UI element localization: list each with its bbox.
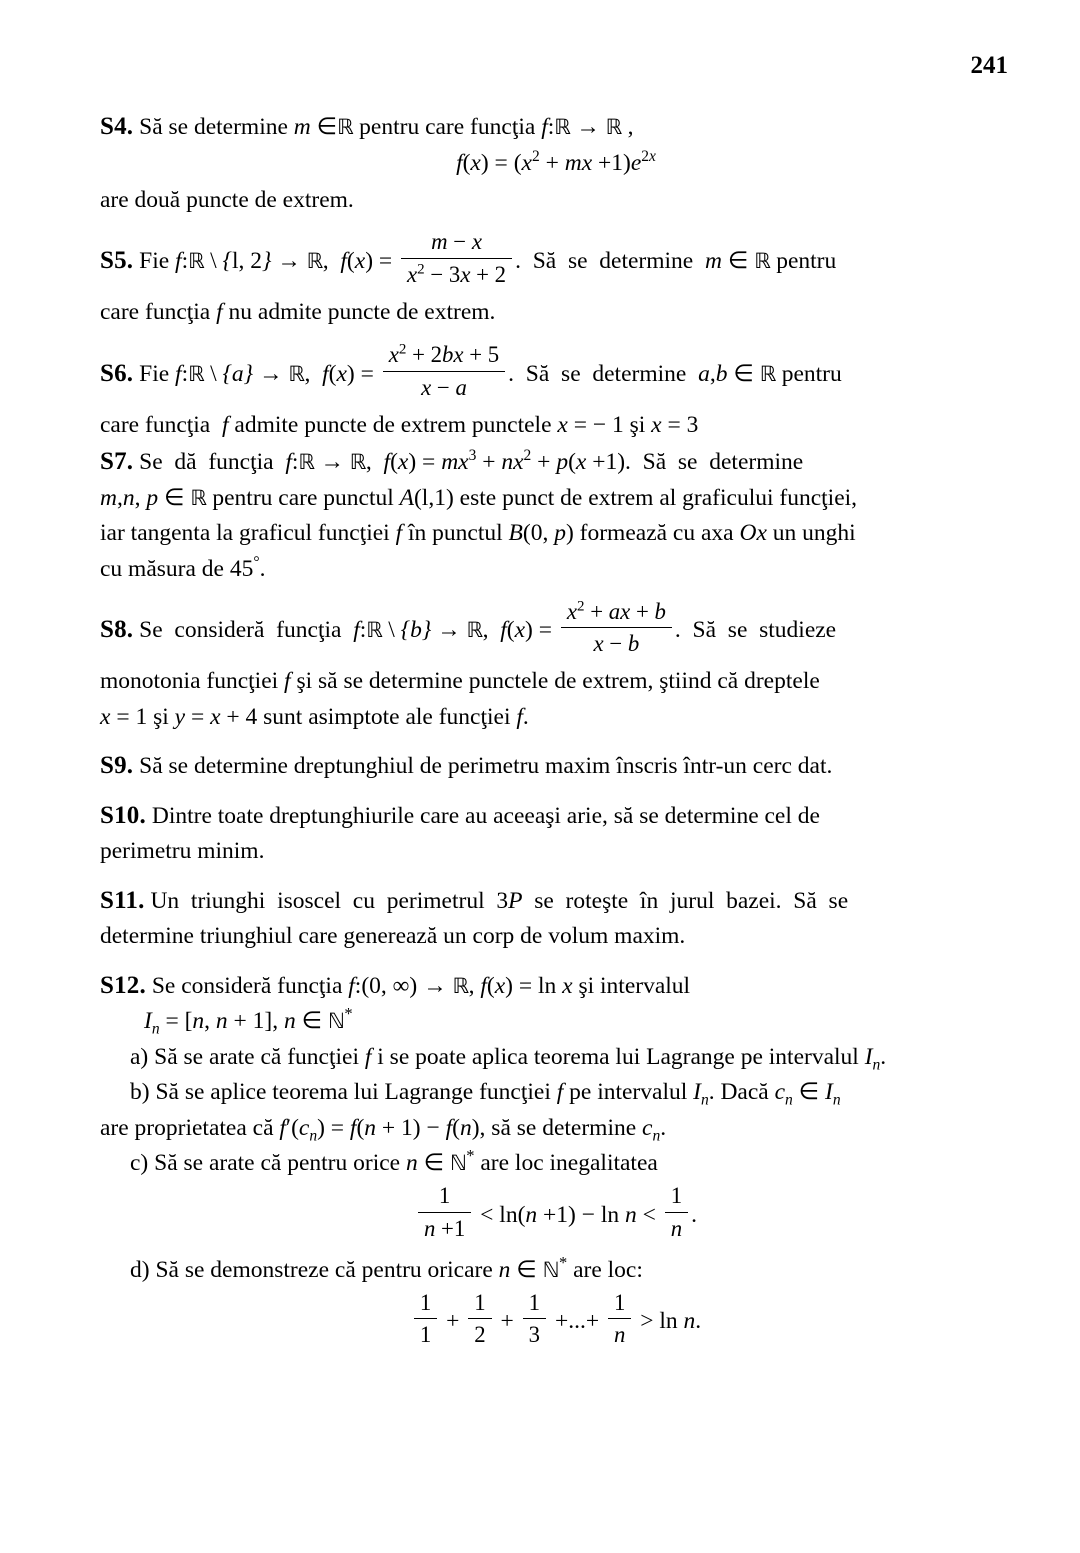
problem-s12-label: S12. xyxy=(100,971,146,999)
problem-s11 xyxy=(100,884,1012,953)
problem-s12-item-c: c) Să se arate că pentru orice n ∈ ℕ* are loc inegalitatea xyxy=(130,1146,658,1177)
problem-s4-label: S4. xyxy=(100,113,134,140)
comma: , xyxy=(627,114,634,140)
problem-s5-lead: Fie xyxy=(139,247,176,274)
problem-s4 xyxy=(100,110,1012,216)
function-f: f xyxy=(541,114,548,140)
reals-symbol: ℝ xyxy=(554,115,571,139)
problem-s6 xyxy=(100,341,1012,442)
reals-symbol: ℝ xyxy=(337,115,354,139)
problem-s8 xyxy=(100,598,1012,733)
problem-s4-line1 xyxy=(100,110,1012,144)
problem-s10-label: S10. xyxy=(100,801,146,829)
problem-s10-line2: perimetru minim. xyxy=(100,838,265,865)
problem-s10-line1 xyxy=(100,799,1012,833)
problem-s7-line1: S7. Se dă funcţia f:ℝ → ℝ, $f(x) = mx^3 + nx^2 + p(x +1)$. Să se determine xyxy=(100,447,804,476)
problem-s12-formula-c: $\frac{1}{n +1}$ < ln(n +1) − ln n < $\frac{1}{n}$ . xyxy=(100,1186,1012,1247)
reals-symbol: ℝ xyxy=(605,115,622,139)
problem-s4-text-mid: pentru care funcţia xyxy=(353,114,542,140)
problem-s12-item-d: d) Să se demonstreze că pentru oricare n ∈ ℕ* are loc: xyxy=(130,1252,643,1283)
problem-s11-line2: determine triunghiul care generează un corp de volum maxim. xyxy=(100,923,686,950)
problem-s12-interval: $I_n = [n$, n + 1], n ∈ ℕ* xyxy=(144,1004,353,1038)
page-number: 241 xyxy=(970,52,1008,79)
problem-s10-text1: Dintre toate dreptunghiurile care au aceeaşi arie, să se determine cel de xyxy=(151,802,820,829)
problem-s5-line2: care funcţia f nu admite puncte de extrem. xyxy=(100,299,496,326)
problem-s8-line3: x = 1 şi y = x + 4 sunt asimptote ale funcţiei f. xyxy=(100,703,529,730)
problem-s5 xyxy=(100,229,1012,329)
problem-s7-line3: iar tangenta la graficul funcţiei f în punctul B(0, p) formează cu axa Ox un unghi xyxy=(100,520,856,547)
problem-s11-line1: S11. Un triunghi isoscel cu perimetrul 3P se roteşte în jurul bazei. Să se xyxy=(100,886,849,914)
problem-s12 xyxy=(100,969,1012,1354)
problem-s5-line1: S5. Fie f:ℝ \ {l, 2} → ℝ, f(x) = $\frac{m - x}{x^2 - 3x + 2}$ . Să se determine m ∈ ℝ pentru xyxy=(100,232,1012,293)
problem-s6-lead: Fie xyxy=(139,360,176,387)
page-content xyxy=(100,110,1012,1361)
problem-s7 xyxy=(100,445,1012,585)
variable-m: m xyxy=(293,114,311,140)
problem-s9 xyxy=(100,749,1012,783)
problem-s7-label: S7. xyxy=(100,448,134,476)
problem-s11-label: S11. xyxy=(100,886,145,914)
problem-s12-formula-d: $\frac{1}{1}$ + $\frac{1}{2}$ + $\frac{1}{3}$ +...+ $\frac{1}{n}$ > ln n. xyxy=(100,1292,1012,1353)
problem-s8-line2: monotonia funcţiei f şi să se determine punctele de extrem, ştiind că dreptele xyxy=(100,668,820,695)
problem-s6-label: S6. xyxy=(100,359,134,387)
fraction-s8: $\frac{x^2 + ax + b}{x - b}$ xyxy=(561,598,672,659)
problem-s4-line2: are două puncte de extrem. xyxy=(100,186,354,213)
problem-s7-line2: m,n, p ∈ ℝ pentru care punctul A(l,1) este punct de extrem al graficului funcţiei, xyxy=(100,484,858,511)
element-of-symbol: ∈ xyxy=(316,114,338,140)
problem-s9-line1 xyxy=(100,749,1012,783)
problem-s4-text-before: Să se determine xyxy=(139,114,294,140)
arrow-symbol: → xyxy=(576,114,600,140)
fraction-s5: $\frac{m - x}{x^2 - 3x + 2}$ xyxy=(401,228,512,289)
problem-s9-text: Să se determine dreptunghiul de perimetru maxim înscris într-un cerc dat. xyxy=(139,753,833,780)
problem-s5-label: S5. xyxy=(100,246,134,274)
colon: : xyxy=(547,114,555,140)
problem-s4-formula: $f(x) = (x^2$ + mx $+1)e^{2x}$ xyxy=(456,147,656,176)
problem-s6-line1: S6. Fie f:ℝ \ {a} → ℝ, f(x) = $\frac{x^2 + 2bx + 5}{x - a}$ . Să se determine a,b ∈ ℝ pentru xyxy=(100,345,1012,406)
problem-s10 xyxy=(100,799,1012,868)
problem-s12-item-b-line1: b) Să se aplice teorema lui Lagrange funcţiei f pe intervalul $I_n$. Dacă $c_n$ ∈ $I_n$ xyxy=(130,1079,841,1109)
problem-s8-line1: S8. Se consideră funcţia f:ℝ \ {b} → ℝ, f(x) = $\frac{x^2 + ax + b}{x - b}$ . Să se studieze xyxy=(100,601,1012,662)
problem-s12-item-b-line2: are proprietatea că $f'(c_n) = f(n + 1) - f(n)$, să se determine $c_n$. xyxy=(100,1114,667,1145)
problem-s6-line2: care funcţia f admite puncte de extrem punctele x = − 1 şi x = 3 xyxy=(100,411,699,438)
problem-s7-line4: cu măsura de 45°. xyxy=(100,553,266,582)
problem-s8-label: S8. xyxy=(100,616,134,644)
problem-s12-line1: S12. Se consideră funcţia f:(0, ∞) → ℝ, f(x) = ln x şi intervalul xyxy=(100,971,691,999)
problem-s9-label: S9. xyxy=(100,752,134,780)
problem-s12-item-a: a) Să se arate că funcţiei f i se poate aplica teorema lui Lagrange pe intervalul $I_n$. xyxy=(130,1043,887,1074)
fraction-s6: $\frac{x^2 + 2bx + 5}{x - a}$ xyxy=(383,341,505,402)
